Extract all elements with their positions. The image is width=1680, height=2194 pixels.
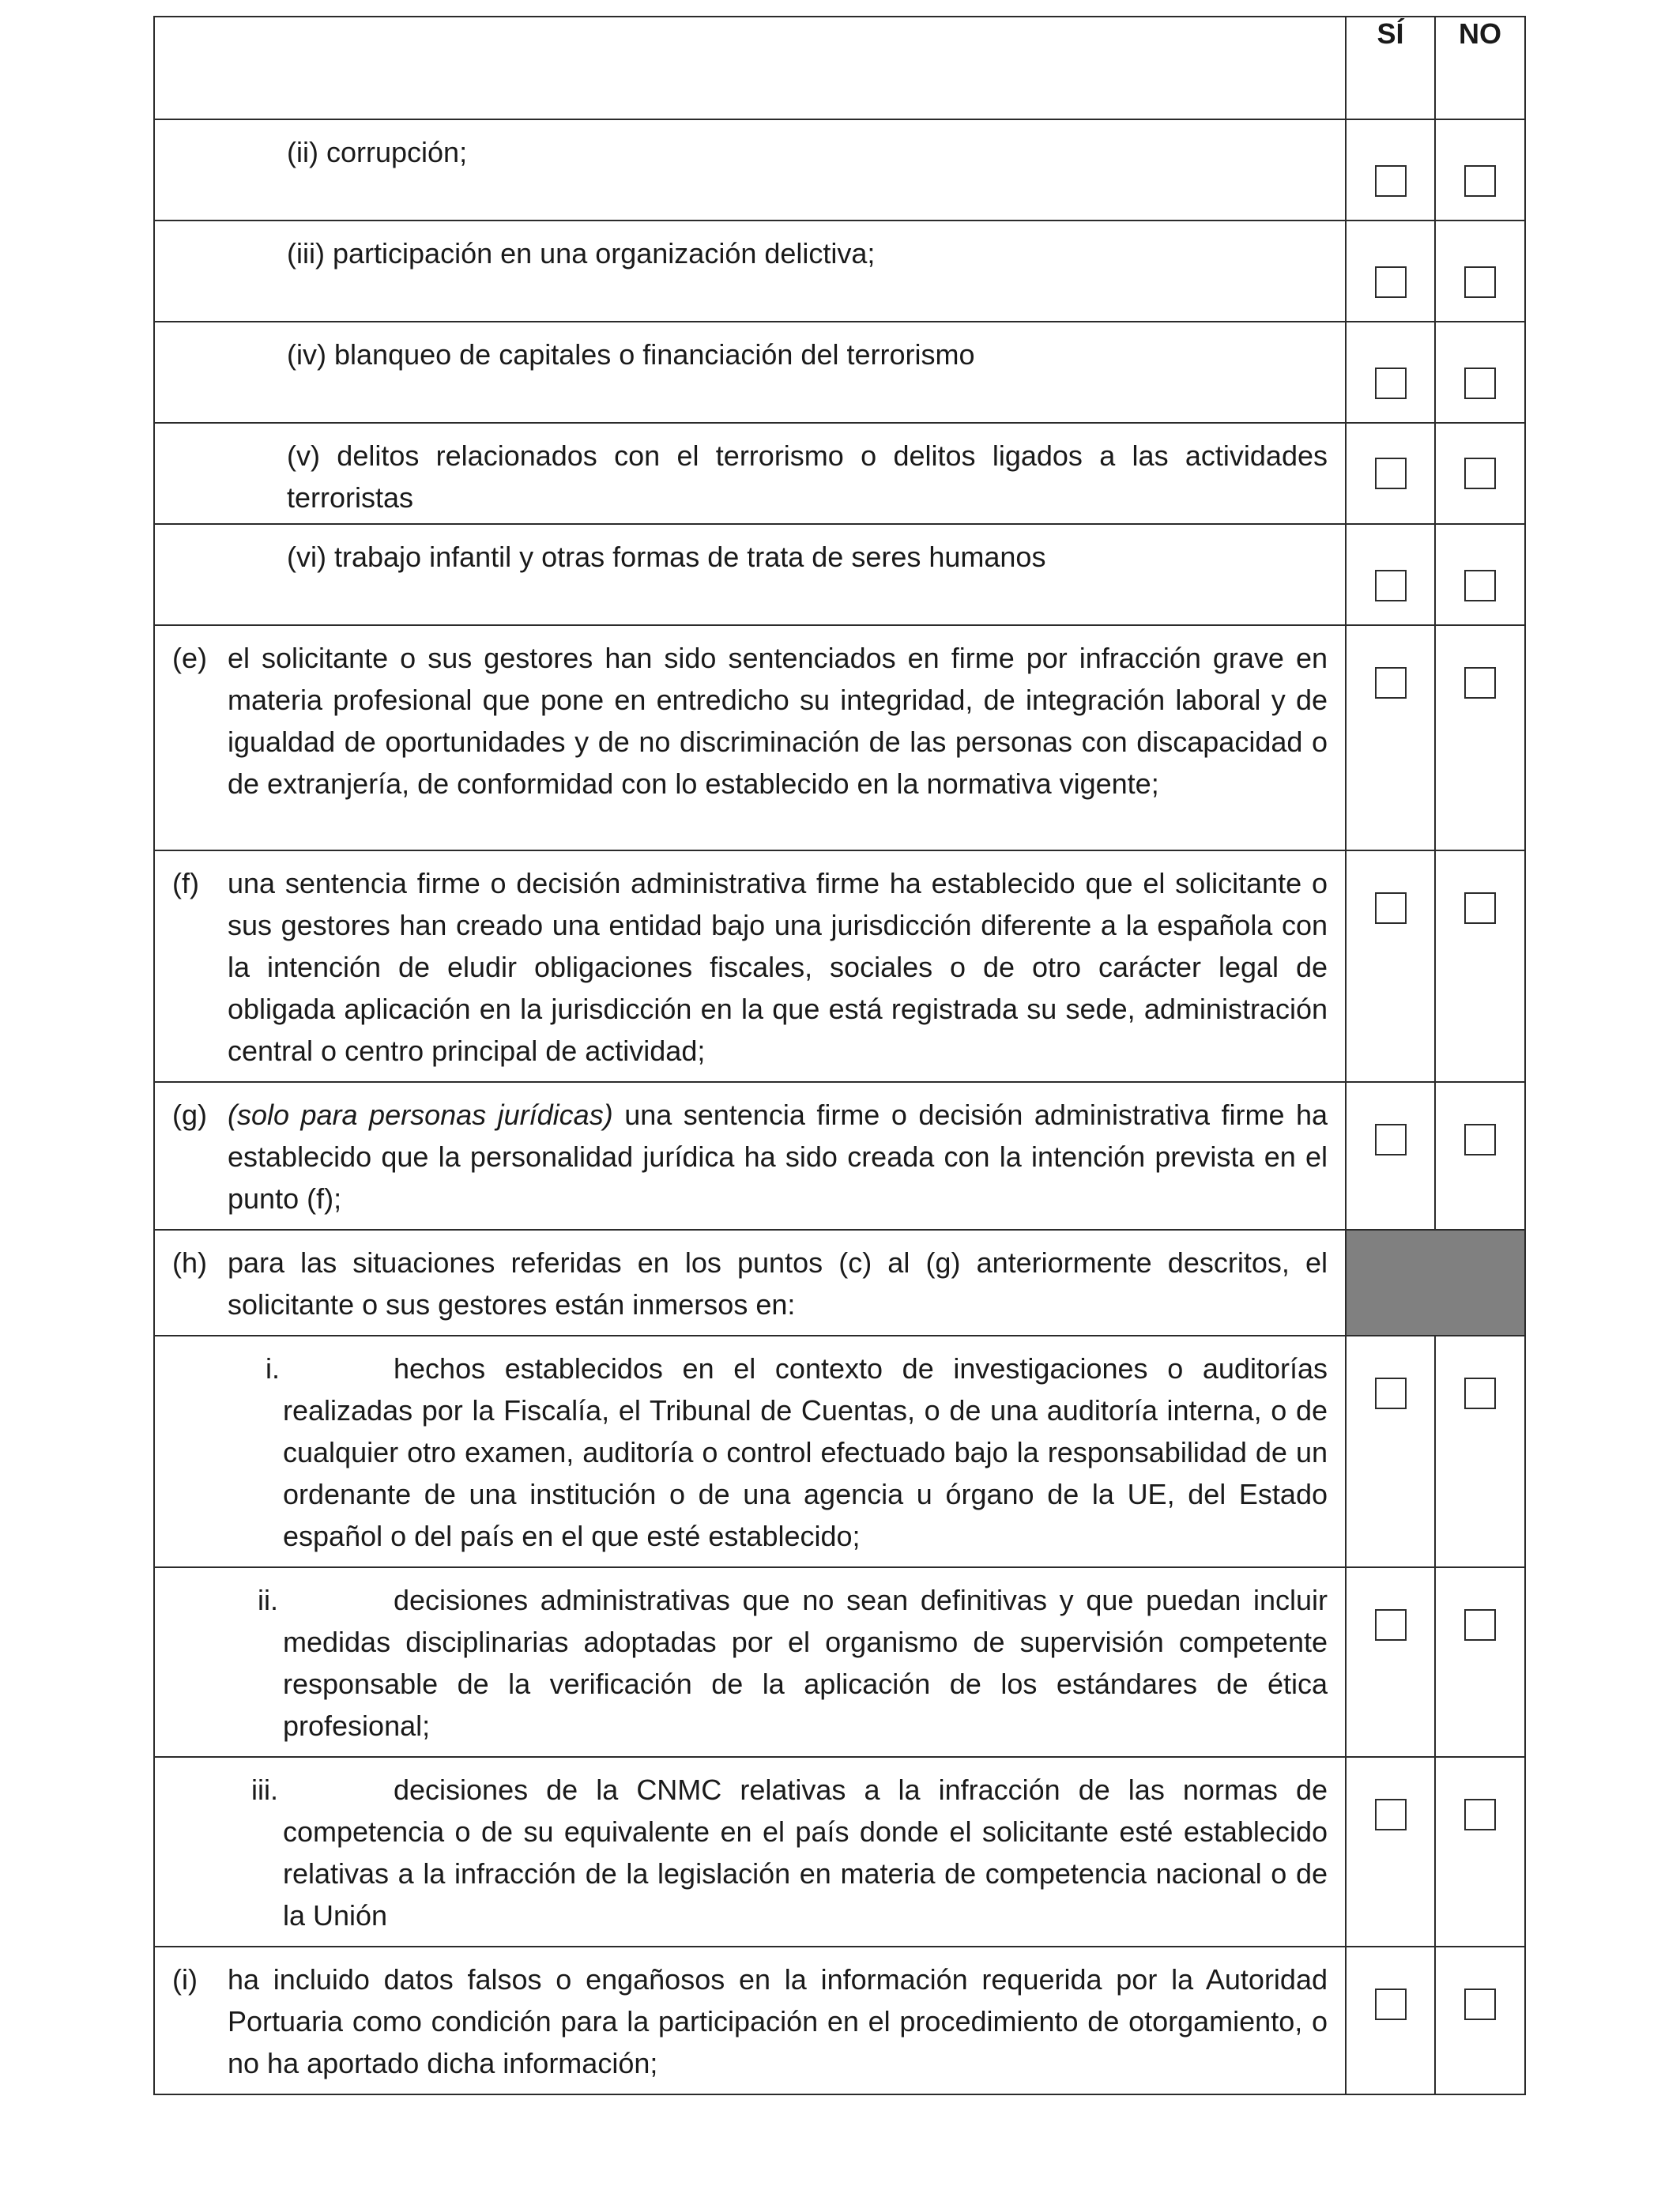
row-label: (iv)	[287, 338, 326, 371]
no-checkbox[interactable]	[1464, 458, 1496, 489]
row-content: corrupción;	[326, 136, 468, 168]
row-content: el solicitante o sus gestores han sido sentenciados en firme por infracción grave en materia profesional que pone en entredicho su integridad, de integración laboral y de igualdad de oportunidades y de no discriminación de las personas con discapacidad o de extranjería, de conformidad con lo establecido en la normativa vigente;	[228, 642, 1328, 800]
table-row	[154, 221, 1525, 322]
si-checkbox[interactable]	[1375, 165, 1407, 197]
table-row	[154, 1336, 1525, 1567]
table-row	[154, 625, 1525, 850]
row-content: para las situaciones referidas en los puntos (c) al (g) anteriormente descritos, el solicitante o sus gestores están inmersos en:	[228, 1246, 1328, 1321]
no-checkbox[interactable]	[1464, 165, 1496, 197]
table-row	[154, 119, 1525, 221]
table-row	[154, 1567, 1525, 1757]
no-checkbox[interactable]	[1464, 1124, 1496, 1155]
table-row	[154, 1947, 1525, 2094]
row-text	[155, 1758, 1345, 1946]
row-content: participación en una organización delictiva;	[333, 237, 876, 270]
no-checkbox[interactable]	[1464, 892, 1496, 924]
row-text	[287, 120, 1345, 173]
row-content: hechos establecidos en el contexto de investigaciones o auditorías realizadas por la Fiscalía, el Tribunal de Cuentas, o de una auditoría interna, o de cualquier otro examen, auditoría o control efectuado bajo la responsabilidad de un ordenante de una institución o de una agencia u órgano de la UE, del Estado español o del país en el que esté establecido;	[283, 1352, 1328, 1552]
row-label: (e)	[172, 642, 207, 674]
no-checkbox[interactable]	[1464, 266, 1496, 298]
row-label: (v)	[287, 439, 320, 472]
table-row	[154, 1757, 1525, 1947]
table-row	[154, 1082, 1525, 1230]
table-row	[154, 524, 1525, 625]
si-checkbox[interactable]	[1375, 1124, 1407, 1155]
row-content: una sentencia firme o decisión administrativa firme ha establecido que la personalidad jurídica ha sido creada con la intención prevista en el punto (f);	[228, 1099, 1328, 1215]
row-content: una sentencia firme o decisión administrativa firme ha establecido que el solicitante o sus gestores han creado una entidad bajo una jurisdicción diferente a la española con la intención de eludir obligaciones fiscales, sociales o de otro carácter legal de obligada aplicación en la jurisdicción en la que está registrada su sede, administración central o centro principal de actividad;	[228, 867, 1328, 1067]
row-content: decisiones administrativas que no sean definitivas y que puedan incluir medidas disciplinarias adoptadas por el organismo de supervisión competente responsable de la verificación de la aplicación de los estándares de ética profesional;	[283, 1584, 1328, 1742]
row-label: iii.	[251, 1774, 278, 1806]
declaration-table	[153, 16, 1526, 2095]
no-checkbox[interactable]	[1464, 667, 1496, 699]
row-label: (iii)	[287, 237, 325, 270]
row-label: (f)	[172, 867, 199, 899]
row-text	[155, 626, 1345, 814]
row-label: (i)	[172, 1963, 198, 1996]
table-row	[154, 850, 1525, 1082]
si-checkbox[interactable]	[1375, 1989, 1407, 2020]
si-checkbox[interactable]	[1375, 458, 1407, 489]
row-content: blanqueo de capitales o financiación del terrorismo	[334, 338, 975, 371]
no-checkbox[interactable]	[1464, 368, 1496, 399]
row-label: i.	[266, 1352, 280, 1385]
header-no: NO	[1435, 17, 1525, 119]
no-checkbox[interactable]	[1464, 1609, 1496, 1641]
si-checkbox[interactable]	[1375, 570, 1407, 601]
no-checkbox[interactable]	[1464, 1378, 1496, 1409]
row-text	[155, 1568, 1345, 1756]
row-content: trabajo infantil y otras formas de trata de seres humanos	[334, 541, 1046, 573]
no-checkbox[interactable]	[1464, 570, 1496, 601]
row-label: (g)	[172, 1099, 207, 1131]
row-text	[155, 1083, 1345, 1229]
si-checkbox[interactable]	[1375, 892, 1407, 924]
si-checkbox[interactable]	[1375, 266, 1407, 298]
header-si: SÍ	[1346, 17, 1435, 119]
row-italic-note: (solo para personas jurídicas)	[228, 1099, 613, 1131]
row-text	[287, 525, 1345, 578]
table-row	[154, 322, 1525, 423]
row-label: ii.	[258, 1584, 278, 1616]
row-text	[287, 322, 1345, 375]
shaded-cell	[1346, 1230, 1525, 1336]
header-empty-cell	[154, 17, 1346, 119]
row-content: ha incluido datos falsos o engañosos en la información requerida por la Autoridad Portuaria como condición para la participación en el procedimiento de otorgamiento, o no ha aportado dicha información;	[228, 1963, 1328, 2079]
row-content: decisiones de la CNMC relativas a la infracción de las normas de competencia o de su equivalente en el país donde el solicitante esté establecido relativas a la infracción de la legislación en materia de competencia nacional o de la Unión	[283, 1774, 1328, 1932]
row-text	[155, 1231, 1345, 1335]
row-text	[287, 424, 1345, 518]
table-row	[154, 423, 1525, 524]
row-text	[155, 1947, 1345, 2094]
si-checkbox[interactable]	[1375, 368, 1407, 399]
row-text	[287, 221, 1345, 274]
row-content: delitos relacionados con el terrorismo o delitos ligados a las actividades terroristas	[287, 439, 1328, 514]
si-checkbox[interactable]	[1375, 1378, 1407, 1409]
row-label: (h)	[172, 1246, 207, 1279]
row-label: (ii)	[287, 136, 318, 168]
si-checkbox[interactable]	[1375, 1609, 1407, 1641]
si-checkbox[interactable]	[1375, 1799, 1407, 1830]
row-text	[155, 1336, 1345, 1566]
table-row	[154, 1230, 1525, 1336]
no-checkbox[interactable]	[1464, 1799, 1496, 1830]
row-label: (vi)	[287, 541, 326, 573]
table-header-row	[154, 17, 1525, 119]
row-text	[155, 851, 1345, 1081]
no-checkbox[interactable]	[1464, 1989, 1496, 2020]
si-checkbox[interactable]	[1375, 667, 1407, 699]
